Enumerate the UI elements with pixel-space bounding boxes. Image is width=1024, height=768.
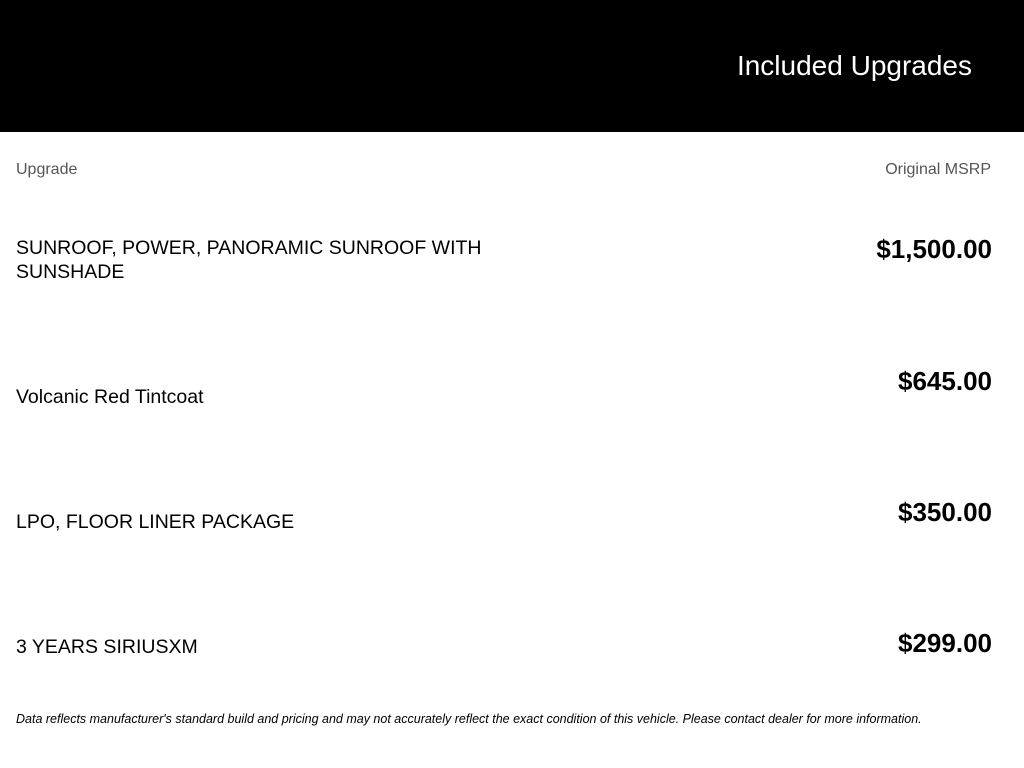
page-title: Included Upgrades bbox=[736, 50, 972, 81]
upgrade-price: $1,500.00 bbox=[876, 234, 992, 264]
upgrade-price: $645.00 bbox=[898, 366, 992, 396]
disclaimer-text: Data reflects manufacturer's standard build and pricing and may not accurately reflect the exact condition of this vehicle. Please contact dealer for more information. bbox=[16, 712, 922, 726]
upgrade-name: Volcanic Red Tintcoat bbox=[16, 386, 204, 408]
upgrade-name: 3 YEARS SIRIUSXM bbox=[16, 636, 198, 658]
upgrade-name: LPO, FLOOR LINER PACKAGE bbox=[16, 511, 295, 533]
upgrade-column-header: Upgrade bbox=[16, 161, 78, 178]
upgrade-price: $350.00 bbox=[898, 497, 992, 527]
msrp-column-header: Original MSRP bbox=[885, 161, 991, 178]
header-banner bbox=[0, 0, 1024, 132]
upgrade-name: SUNROOF, POWER, PANORAMIC SUNROOF WITH SUNSHADE bbox=[16, 237, 482, 283]
upgrade-price: $299.00 bbox=[898, 628, 992, 658]
